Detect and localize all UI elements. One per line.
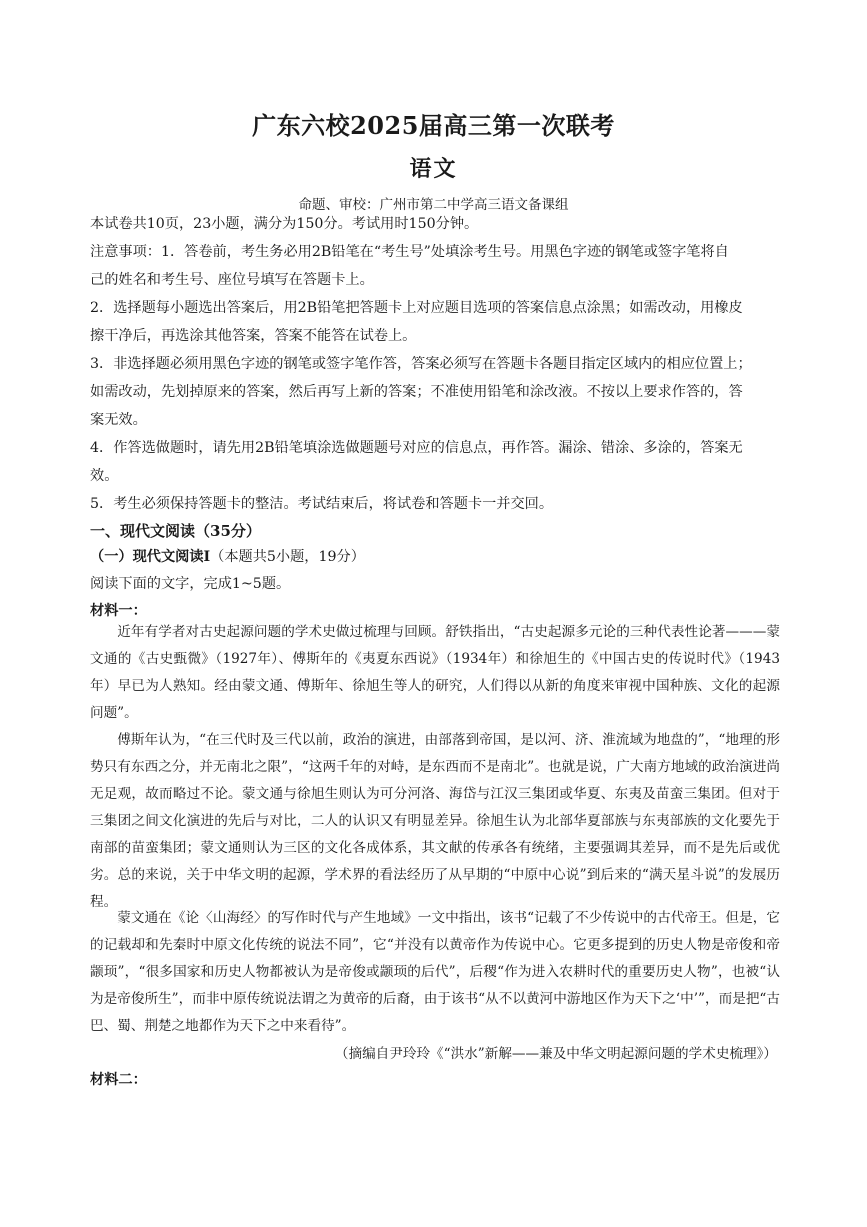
notice-item-1-line-1: 注意事项：1．答卷前，考生务必用2B铅笔在“考生号”处填涂考生号。用黑色字迹的钢笔或签字笔将自 bbox=[90, 244, 729, 260]
notice-item-4-line-2: 效。 bbox=[90, 468, 119, 484]
subsection-heading bbox=[90, 548, 365, 566]
material-2-label: 材料二： bbox=[90, 1072, 147, 1088]
notice-item-1-line-2: 己的姓名和考生号、座位号填写在答题卡上。 bbox=[90, 272, 374, 288]
notice-item-3-line-2: 如需改动，先划掉原来的答案，然后再写上新的答案；不准使用铅笔和涂改液。不按以上要求作答的，答 bbox=[90, 384, 743, 400]
notice-item-5: 5．考生必须保持答题卡的整洁。考试结束后，将试卷和答题卡一并交回。 bbox=[90, 496, 554, 512]
material-1-paragraph-1: 近年有学者对古史起源问题的学术史做过梳理与回顾。舒铁指出，“古史起源多元论的三种代表性论著———蒙文通的《古史甄微》（1927年）、傅斯年的《夷夏东西说》（1934年）和徐旭生的《中国古史的传说时代》（1943年）早已为人熟知。经由蒙文通、傅斯年、徐旭生等人的研究，人们得以从新的角度来审视中国种族、文化的起源问题”。 bbox=[90, 624, 780, 721]
notice-item-3-line-3: 案无效。 bbox=[90, 412, 147, 428]
subsection-title: （一）现代文阅读Ⅰ bbox=[90, 549, 211, 565]
material-1-paragraph-2: 傅斯年认为，“在三代时及三代以前，政治的演进，由部落到帝国，是以河、济、淮流域为地盘的”，“地理的形势只有东西之分，并无南北之限”，“这两千年的对峙，是东西而不是南北”。也就是说，广大南方地域的政治演进尚无足观，故而略过不论。蒙文通与徐旭生则认为可分河洛、海岱与江汉三集团或华夏、东夷及苗蛮三集团。但对于三集团之间文化演进的先后与对比，二人的认识又有明显差异。徐旭生认为北部华夏部族与东夷部族的文化要先于南部的苗蛮集团；蒙文通则认为三区的文化各成体系，其文献的传承各有统绪，主要强调其差异，而不是先后或优劣。总的来说，关于中华文明的起源，学术界的看法经历了从早期的“中原中心说”到后来的“满天星斗说”的发展历程。 bbox=[90, 732, 780, 910]
notice-item-4-line-1: 4．作答选做题时，请先用2B铅笔填涂选做题题号对应的信息点，再作答。漏涂、错涂、多涂的，答案无 bbox=[90, 440, 743, 456]
notice-item-3-line-1: 3．非选择题必须用黑色字迹的钢笔或签字笔作答，答案必须写在答题卡各题目指定区域内的相应位置上； bbox=[90, 356, 752, 372]
reading-instruction: 阅读下面的文字，完成1~5题。 bbox=[90, 576, 291, 592]
compiler-credit: 命题、审校：广州市第二中学高三语文备课组 bbox=[298, 197, 569, 213]
exam-title: 广东六校2025届高三第一次联考 bbox=[252, 111, 615, 140]
subject-title: 语文 bbox=[409, 156, 458, 182]
material-1-label: 材料一： bbox=[90, 603, 147, 619]
notice-item-2-line-2: 擦干净后，再选涂其他答案，答案不能答在试卷上。 bbox=[90, 328, 417, 344]
exam-summary: 本试卷共10页，23小题，满分为150分。考试用时150分钟。 bbox=[90, 216, 479, 232]
section-heading: 一、现代文阅读（35分） bbox=[90, 522, 261, 540]
notice-item-2-line-1: 2．选择题每小题选出答案后，用2B铅笔把答题卡上对应题目选项的答案信息点涂黑；如需改动，用橡皮 bbox=[90, 300, 743, 316]
material-1-paragraph-3: 蒙文通在《论〈山海经〉的写作时代与产生地域》一文中指出，该书“记载了不少传说中的古代帝王。但是，它的记载却和先秦时中原文化传统的说法不同”，它“并没有以黄帝作为传说中心。它更多提到的历史人物是帝俊和帝颛顼”，“很多国家和历史人物都被认为是帝俊或颛顼的后代”，后稷“作为进入农耕时代的重要历史人物”，也被“认为是帝俊所生”，而非中原传统说法谓之为黄帝的后裔，由于该书“从不以黄河中游地区作为天下之‘中’”，而是把“古巴、蜀、荆楚之地都作为天下之中来看待”。 bbox=[90, 910, 780, 1034]
subsection-scoring: （本题共5小题，19分） bbox=[210, 549, 365, 565]
material-1-source: （摘编自尹玲玲《“洪水”新解——兼及中华文明起源问题的学术史梳理》） bbox=[334, 1046, 777, 1062]
